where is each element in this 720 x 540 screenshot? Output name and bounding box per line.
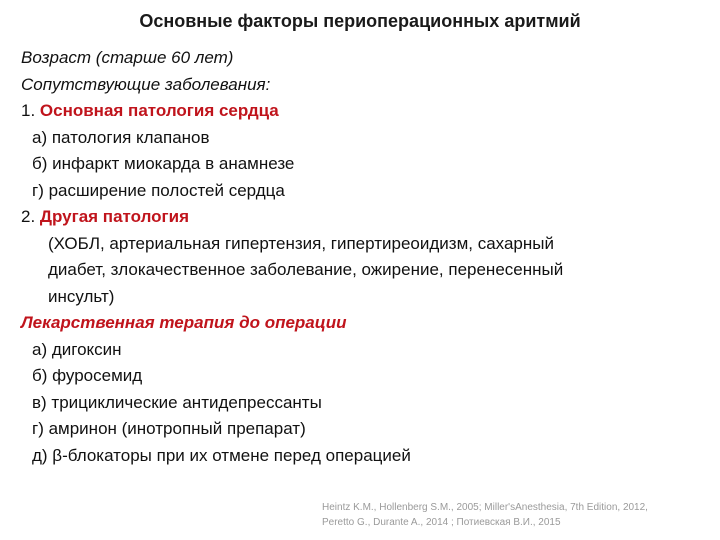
item-2-details-line1: (ХОБЛ, артериальная гипертензия, гипертиреоидизм, сахарный [48, 233, 554, 253]
drug-b: б) фуросемид [32, 366, 143, 385]
drug-d: д) β-блокаторы при их отмене перед операцией [32, 445, 411, 465]
item-1-number: 1. [21, 101, 40, 120]
drug-a: а) дигоксин [32, 339, 122, 359]
references [322, 500, 702, 530]
reference-line-2: Peretto G., Durante A., 2014 ; Потиевская В.И., 2015 [322, 517, 561, 528]
item-1g: г) расширение полостей сердца [32, 180, 285, 200]
slide-title: Основные факторы периоперационных аритмий [139, 11, 581, 31]
content-body [21, 45, 701, 469]
item-1-label: Основная патология сердца [39, 101, 279, 120]
item-1b: б) инфаркт миокарда в анамнезе [32, 154, 295, 173]
drug-v: в) трициклические антидепрессанты [32, 392, 322, 412]
item-2-number: 2. [21, 207, 40, 226]
comorbid-heading: Сопутствующие заболевания: [21, 74, 271, 94]
item-2-label: Другая патология [39, 207, 190, 226]
reference-line-1: Heintz K.M., Hollenberg S.M., 2005; Miller'sAnesthesia, 7th Edition, 2012, [322, 502, 648, 513]
item-2-details-line2: диабет, злокачественное заболевание, ожирение, перенесенный [48, 260, 564, 279]
item-1 [21, 98, 701, 125]
age-factor: Возраст (старше 60 лет) [21, 48, 234, 67]
drug-g: г) амринон (инотропный препарат) [32, 419, 306, 438]
item-1a: а) патология клапанов [32, 127, 210, 147]
item-2-details-line3: инсульт) [48, 286, 115, 306]
drug-therapy-heading: Лекарственная терапия до операции [21, 313, 347, 332]
item-2 [21, 204, 701, 231]
